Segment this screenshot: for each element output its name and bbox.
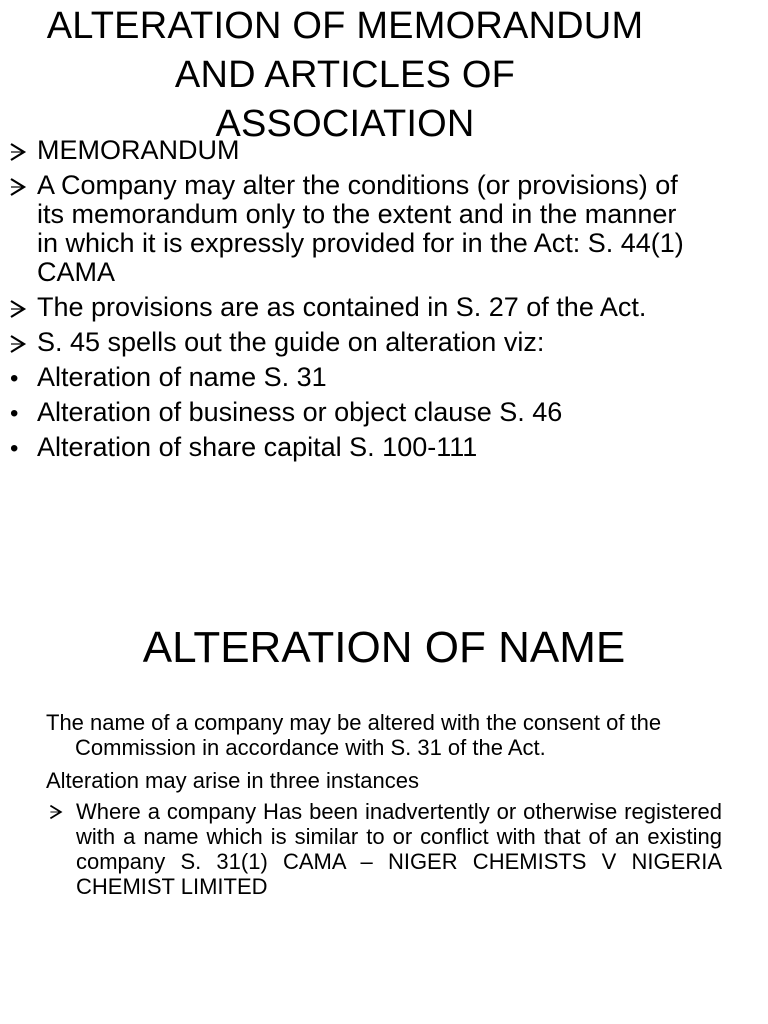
slide-body [46, 710, 722, 899]
arrow-bullet-icon [8, 333, 28, 355]
dot-bullet-icon: • [10, 400, 19, 427]
list-item [8, 171, 698, 287]
dot-bullet-icon: • [10, 365, 19, 392]
list-item-text: A Company may alter the conditions (or provisions) of its memorandum only to the extent and in the manner in which it is expressly provided for in the Act: S. 44(1) CAMA [37, 170, 684, 287]
list-item [8, 136, 698, 165]
bullet-list [8, 136, 698, 468]
arrow-bullet-icon [8, 176, 28, 198]
list-item [8, 363, 698, 392]
list-item-text: Alteration of business or object clause S. 46 [37, 397, 563, 427]
slide-title [0, 2, 690, 149]
dot-bullet-icon: • [10, 435, 19, 462]
arrow-bullet-icon [8, 298, 28, 320]
title-line: ALTERATION OF MEMORANDUM [46, 5, 644, 47]
list-item-text: MEMORANDUM [37, 135, 240, 165]
list-item-text: Where a company Has been inadvertently or otherwise registered with a name which is similar to or conflict with that of an existing company S. 31(1) CAMA – NIGER CHEMISTS V NIGERIA CHEMIST LIMITED [76, 799, 722, 899]
title-line: AND ARTICLES OF [174, 54, 516, 96]
slide-alteration-of-name [0, 512, 768, 1024]
list-item-text: The provisions are as contained in S. 27 of the Act. [37, 292, 647, 322]
list-item [8, 328, 698, 357]
list-item [8, 433, 698, 462]
list-item [8, 398, 698, 427]
list-item-text: Alteration of share capital S. 100-111 [37, 432, 478, 462]
paragraph: The name of a company may be altered with the consent of the Commission in accordance with S. 31 of the Act. [46, 710, 662, 760]
arrow-bullet-icon [48, 803, 64, 821]
list-item-text: Alteration of name S. 31 [37, 362, 327, 392]
arrow-bullet-icon [8, 141, 28, 163]
paragraph: Alteration may arise in three instances [46, 768, 419, 793]
list-item [46, 799, 722, 899]
list-item-text: S. 45 spells out the guide on alteration viz: [37, 327, 545, 357]
title-line: ASSOCIATION [215, 103, 475, 145]
slide-title: ALTERATION OF NAME [142, 623, 626, 672]
list-item [8, 293, 698, 322]
